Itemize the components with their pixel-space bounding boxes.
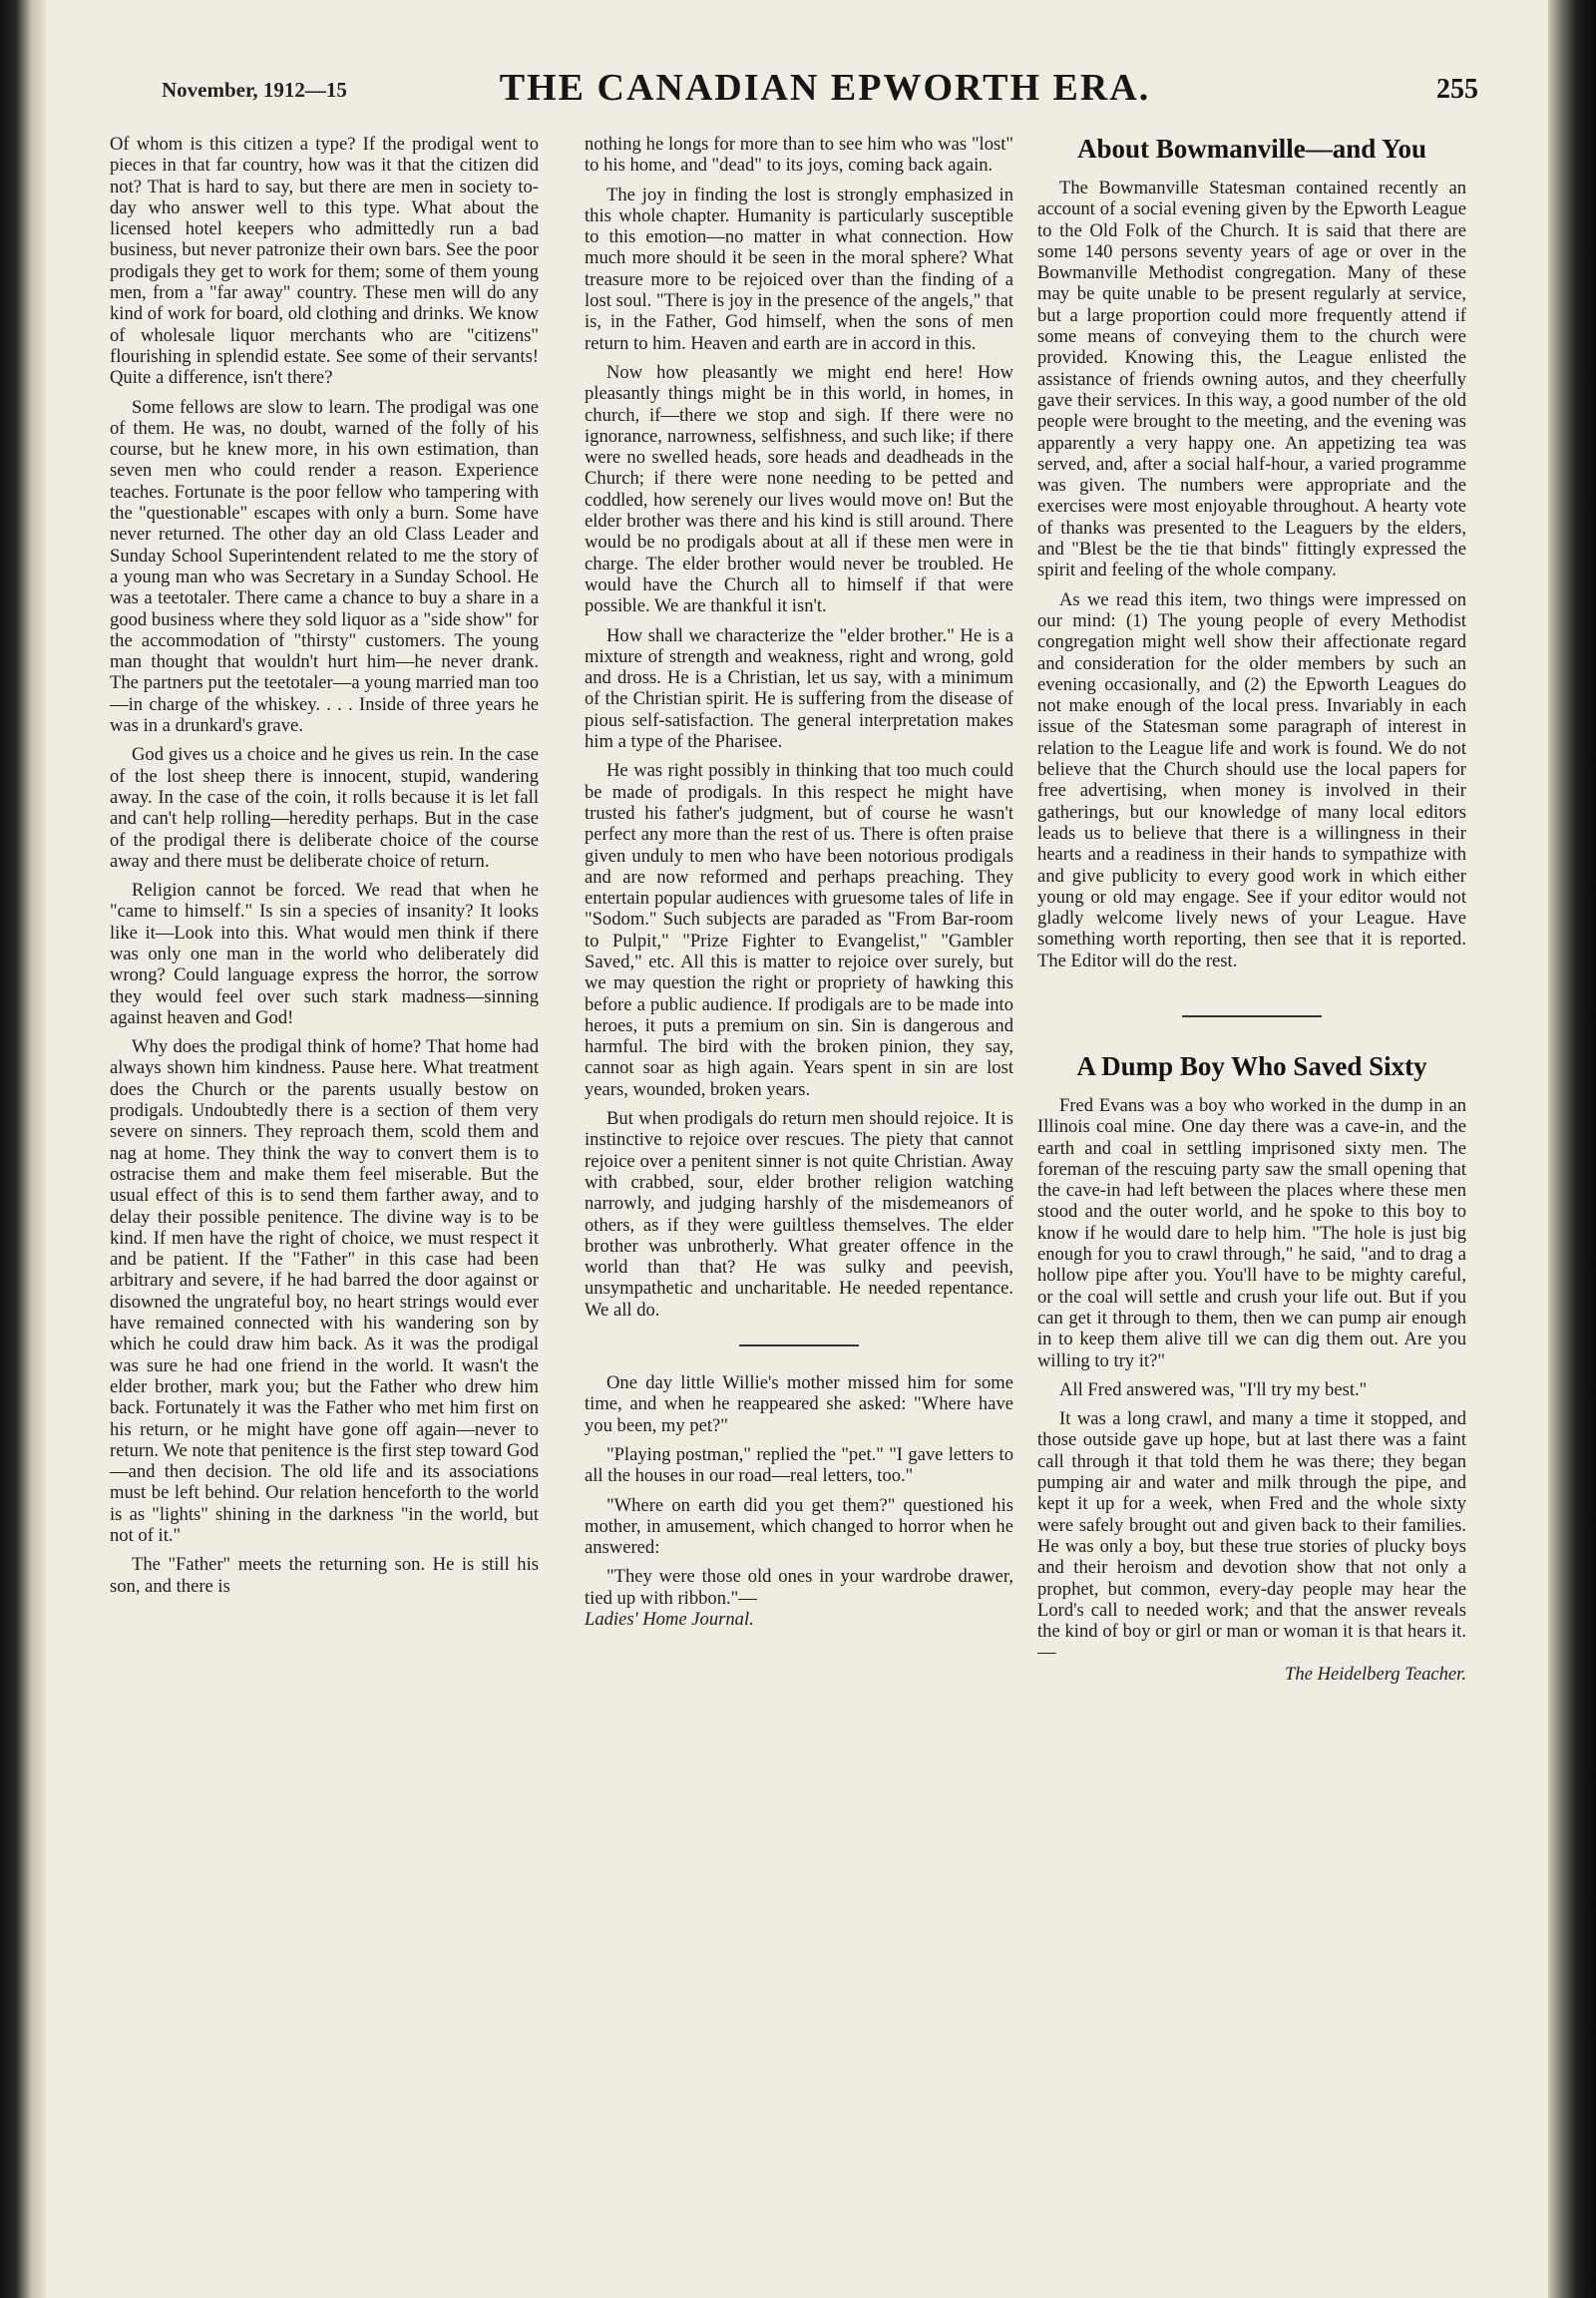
paragraph: nothing he longs for more than to see him who was "lost" to his home, and "dead" to its joys, coming back again. — [585, 134, 1013, 177]
article-title-dump-boy: A Dump Boy Who Saved Sixty — [1076, 1050, 1427, 1081]
paragraph: Some fellows are slow to learn. The prodigal was one of them. He was, no doubt, warned of the folly of his course, but he knew more, in his own estimation, than seven men who could render a reason. Experience teaches. Fortunate is the poor fellow who tampering with the "questionable" escapes with only a burn. Some have never returned. The other day an old Class Leader and Sunday School Superintendent related to me the story of a young man who was Secretary in a Sunday School. He was a teetotaler. There came a chance to buy a share in a good business where they sold liquor as a "side show" for the accommodation of "thirsty" customers. The young man thought that wouldn't hurt him—he never drank. The partners put the teetotaler—a young married man too—in charge of the whiskey. . . . Inside of three years he was in a drunkard's grave. — [110, 396, 539, 737]
paragraph: God gives us a choice and he gives us rein. In the case of the lost sheep there is innocent, stupid, wandering away. In the case of the coin, it rolls because it is let fall and can't help rolling—heredity perhaps. But in the case of the prodigal there is deliberate choice of the course away and there must be deliberate choice of return. — [110, 744, 539, 872]
page-number: 255 — [1436, 74, 1478, 105]
paragraph: All Fred answered was, "I'll try my best." — [1059, 1378, 1368, 1400]
paragraph: The "Father" meets the returning son. He is still his son, and there is — [110, 1554, 539, 1597]
paragraph: He was right possibly in thinking that too much could be made of prodigals. In this respect he might have trusted his father's judgment, but of course he wasn't perfect any more than the rest of us. There is often praise given unduly to men who have been notorious prodigals and are now reformed and perhaps preaching. They entertain popular audiences with gruesome tales of life in "Sodom." Such subjects are paraded as "From Bar-room to Pulpit," "Prize Fighter to Evangelist," "Gambler Saved," etc. All this is matter to rejoice over surely, but we may question the right or propriety of hawking this before a public audience. If prodigals are to be made into heroes, it puts a premium on sin. Sin is dangerous and harmful. The bird with the broken pinion, they say, cannot soar as high again. Years spent in sin are lost years, wounded, broken years. — [585, 760, 1013, 1100]
paragraph: Fred Evans was a boy who worked in the dump in an Illinois coal mine. One day there was a cave-in, and the earth and coal in settling imprisoned sixty men. The foreman of the rescuing party saw the small opening that the cave-in had left between the places where these men stood and the outer world, and he spoke to this boy to know if he would dare to help him. "The hole is just big enough for you to crawl through," he said, "and to drag a hollow pipe after you. You'll have to be mighty careful, or the coal will settle and crush your life out. But if you can get it through to them, then we can pump air enough in to keep them alive till we can dig them out. Are you willing to try it?" — [1037, 1094, 1466, 1371]
anecdote-paragraph — [585, 1566, 1013, 1609]
magazine-page — [46, 0, 1548, 2298]
paragraph — [1037, 1408, 1466, 1664]
paragraph: The Bowmanville Statesman contained recently an account of a social evening given by the Epworth League to the Old Folk of the Church. It is said that there are some 140 persons seventy years of age or over in the Bowmanville Methodist congregation. Many of these may be quite unable to be present regularly at service, but a large proportion could more frequently attend if some means of conveying them to the church were provided. Knowing this, the League enlisted the assistance of friends owning autos, and they cheerfully gave their services. In this way, a good number of the old people were brought to the meeting, and the evening was apparently a very happy one. An appetizing tea was served, and, after a social half-hour, a varied programme was given. The numbers were appropriate and the exercises were most enjoyable throughout. A hearty vote of thanks was presented to the Leaguers by the elders, and "Blest be the tie that binds" fittingly expressed the spirit and feeling of the whole company. — [1037, 178, 1466, 581]
section-divider — [1182, 1015, 1322, 1017]
publication-title: THE CANADIAN EPWORTH ERA. — [499, 67, 1151, 109]
paragraph: Of whom is this citizen a type? If the prodigal went to pieces in that far country, how was it that the citizen did not? That is hard to say, but there are men in society to-day who answer well to this type. What about the licensed hotel keepers who admittedly run a bad business, but never patronize their own bars. See the poor prodigals they get to work for them; some of them young men, from a "far away" country. These men will do any kind of work for board, old clothing and drinks. We know of wholesale liquor merchants who are "citizens" flourishing in splendid estate. See some of their servants! Quite a difference, isn't there? — [110, 134, 539, 389]
anecdote-quote: "They were those old ones in your wardrobe drawer, tied up with ribbon."— — [585, 1566, 1013, 1609]
paragraph: Why does the prodigal think of home? That home had always shown him kindness. Pause here. What treatment does the Church or the parents usually bestow on prodigals. Undoubtedly there is a section of them very severe on sinners. They reproach them, scold them and nag at home. They think the way to convert them is to ostracise them and make them feel miserable. But the usual effect of this is to send them farther away, and to delay their possible penitence. The divine way is to be kind. If men have the right of choice, we must respect it and be patient. If the "Father" in this case had been arbitrary and severe, if he had barred the door against or disowned the ungrateful boy, no heart strings would ever have remained connected with his wandering son by which he could draw him back. As it was the prodigal was sure he had one friend in the world. It wasn't the elder brother, mark you; but the Father who drew him back. Fortunately it was the Father who met him first on his return, or he might have gone off again—never to return. We note that penitence is the first step toward God—and then decision. The old life and its associations must be left behind. Our relation henceforth to the world is as "lights" shining in the darkness "in the world, but not of it." — [110, 1036, 539, 1546]
section-divider — [739, 1344, 859, 1346]
article-final-text: It was a long crawl, and many a time it stopped, and those outside gave up hope, but at last there was a faint call through it that told them he was there; they began pumping air and water and milk through the pipe, and kept it up for a week, when Fred and the whole sixty were safely brought out and given back to their families. He was only a boy, but these true stories of plucky boys and their heroism and devotion show that not only a prophet, but common, every-day people may hear the Lord's call to needed work; and that the answer reveals the kind of boy or girl or man or woman it is that hears it.— — [1037, 1408, 1466, 1664]
article-source: The Heidelberg Teacher. — [1285, 1663, 1466, 1685]
column-2 — [585, 134, 1013, 1638]
paragraph: Religion cannot be forced. We read that when he "came to himself." Is sin a species of insanity? It looks like it—Look into this. What would men think if there was only one man in the world who deliberately did wrong? Could language express the horror, the sorrow they would feel over such stark madness—sinning against heaven and God! — [110, 880, 539, 1028]
paragraph: The joy in finding the lost is strongly emphasized in this whole chapter. Humanity is particularly susceptible to this emotion—no matter in what connection. How much more should it be seen in the moral sphere? What treasure more to be rejoiced over than the finding of a lost soul. "There is joy in the presence of the angels," that is, in the Father, God himself, when the sons of men return to him. Heaven and earth are in accord in this. — [585, 184, 1013, 354]
binding-shadow-left — [0, 0, 46, 2298]
anecdote-paragraph: "Where on earth did you get them?" questioned his mother, in amusement, which changed to horror when he answered: — [585, 1494, 1013, 1559]
paragraph: Now how pleasantly we might end here! How pleasantly things might be in this world, in homes, in church, if—there we stop and sigh. If there were no ignorance, narrowness, selfishness, and such like; if there were no swelled heads, sore heads and deadheads in the Church; if there were none needing to be petted and coddled, how serenely our lives would move on! But the elder brother was there and his kind is still around. There would be no prodigals about at all if these men were in charge. The elder brother would never be troubled. He would have the Church all to himself if that were possible. We are thankful it isn't. — [585, 361, 1013, 617]
paragraph: How shall we characterize the "elder brother." He is a mixture of strength and weakness, right and wrong, gold and dross. He is a Christian, let us say, with a minimum of the Christian spirit. He is suffering from the disease of pious self-satisfaction. The general interpretation makes him a type of the Pharisee. — [585, 624, 1013, 753]
paragraph: As we read this item, two things were impressed on our mind: (1) The young people of every Methodist congregation might well show their affectionate regard and consideration for the older members by such an evening occasionally, and (2) the Epworth Leagues do not make enough of the local press. Invariably in each issue of the Statesman some paragraph of interest in relation to the League life and work is found. We do not believe that the Church should use the local papers for free advertising, when money is involved in their gatherings, but our knowledge of many local editors leads us to believe that there is a willingness in their hearts and a readiness in their hands to sympathize with and give publicity to every good work in which either young or old may engage. See if your editor would not gladly welcome lively news of your League. Have something worth reporting, then see that it is reported. The Editor will do the rest. — [1037, 588, 1466, 971]
column-1 — [110, 134, 539, 1605]
anecdote-paragraph: One day little Willie's mother missed him for some time, and when he reappeared she asked: "Where have you been, my pet?" — [585, 1372, 1013, 1436]
issue-date: November, 1912—15 — [162, 78, 347, 102]
anecdote-paragraph: "Playing postman," replied the "pet." "I gave letters to all the houses in our road—real letters, too." — [585, 1443, 1013, 1487]
binding-shadow-right — [1548, 0, 1596, 2298]
page-header — [162, 64, 1488, 124]
anecdote-source: Ladies' Home Journal. — [585, 1609, 754, 1630]
article-title-bowmanville: About Bowmanville—and You — [1076, 134, 1427, 164]
column-3 — [1037, 134, 1466, 1693]
paragraph: But when prodigals do return men should rejoice. It is instinctive to rejoice over rescues. The piety that cannot rejoice over a penitent sinner is not quite Christian. Away with crabbed, sour, elder brother religion watching narrowly, and judging harshly of the misdemeanors of others, as if they were guiltless themselves. The elder brother was unbrotherly. What greater offence in the world than that? He was sulky and peevish, unsympathetic and uncharitable. He needed repentance. We all do. — [585, 1108, 1013, 1321]
